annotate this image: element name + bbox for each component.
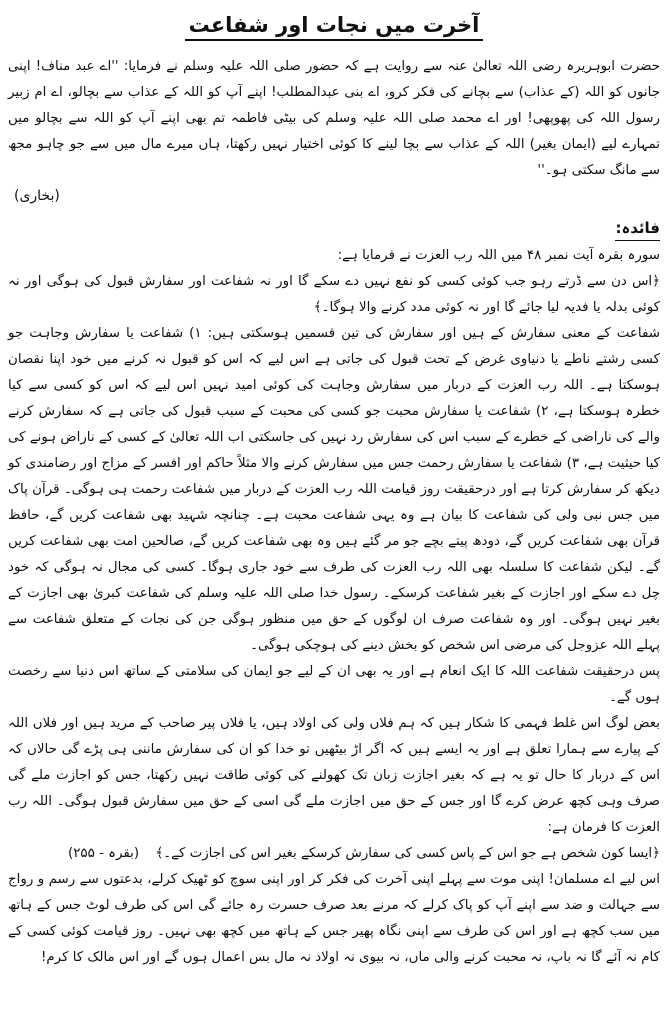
paragraph-shafaat-types: شفاعت کے معنی سفارش کے ہیں اور سفارش کی تین قسمیں ہوسکتی ہیں: ۱) شفاعت یا سفارش وجاہت جو کسی رشتے ناطے یا دنیاوی غرض کے تحت قبول کی جاتی ہے اس لیے کہ اس کو قبول نہ کرنے میں خود اپنا نقصان ہوسکتا ہے۔ اللہ رب العزت کے دربار میں سفارش وجاہت کی کوئی امید نہیں اس لیے کہ اس کو کسی سے کیا خطرہ ہوسکتا ہے، ۲) شفاعت یا سفارش محبت جو کسی کی محبت کے سبب قبول کی جاتی ہے کہ سفارش کرنے والے کی ناراضی کے خطرے کے سبب اس کی سفارش رد نہیں کی جاسکتی اب اللہ تعالیٰ کے کسی کے ناراض ہونے کی کیا حیثیت ہے، ۳) شفاعت یا سفارش رحمت جس میں سفارش کرنے والا مثلاً حاکم اور افسر کے مزاج اور رضامندی کو دیکھ کر سفارش کرتا ہے اور درحقیقت روز قیامت اللہ رب العزت کے دربار میں شفاعت رحمت ہی ہوگی۔ قرآن پاک میں جس نبی ولی کی شفاعت کا بیان ہے وہ یہی شفاعت محبت ہے۔ چنانچہ شہید بھی شفاعت کریں گے، حافظ قرآن بھی شفاعت کریں گے، دودھ پیتے بچے جو مر گئے ہیں وہ بھی شفاعت کریں گے، صالحین امت بھی شفاعت کریں گے۔ لیکن شفاعت کا سلسلہ بھی اللہ رب العزت کی طرف سے خود جاری ہوگا۔ کسی کی مجال نہ ہوگی کہ خود چل دے سکے اور اجازت کے بغیر شفاعت کرسکے۔ رسول خدا صلی اللہ علیہ وسلم کی شفاعت کبریٰ بھی اجازت کے بغیر نہیں ہوگی۔ اور وہ شفاعت صرف ان لوگوں کے حق میں منظور ہوگی جن کی نجات کے متعلق شفاعت سے پہلے اللہ عزوجل کی مرضی اس شخص کو بخش دینے کی ہوچکی ہوگی۔ xyxy=(8,326,660,653)
verse-2-line xyxy=(8,841,660,867)
verse-1: ﴿اس دن سے ڈرتے رہو جب کوئی کسی کو نفع نہیں دے سکے گا اور نہ شفاعت اور سفارش قبول کی ہوگی اور نہ کوئی بدلہ یا فدیہ لیا جائے گا اور نہ کوئی مدد کرنے والا ہوگا۔﴾ xyxy=(8,274,660,315)
fawaid-heading: فائدہ: xyxy=(615,216,660,241)
intro-line: سورہ بقرہ آیت نمبر ۴۸ میں اللہ رب العزت نے فرمایا ہے: xyxy=(337,248,660,263)
paragraph-conclusion: اس لیے اے مسلمان! اپنی موت سے پہلے اپنی آخرت کی فکر کر اور اپنی سوچ کو ٹھیک کرلے، بدعتوں سے رسم و رواج سے جہالت و ضد سے اپنے آپ کو پاک کرلے کہ مرنے بعد صرف حسرت رہ جائے گی اس کی طرف لوٹ جس کے ہاتھ میں سب کچھ ہے اور اس کی طرف سے اپنی نگاہ پھیر جس کے ہاتھ میں کچھ بھی نہیں۔ روز قیامت کوئی کسی کے کام نہ آئے گا نہ باپ، نہ محبت کرنے والی ماں، نہ بیوی نہ اولاد نہ مال بس اعمال ہوں گے اور اس مالک کا کرم! xyxy=(8,872,660,965)
verse-2: ﴿ایسا کون شخص ہے جو اس کے پاس کسی کی سفارش کرسکے بغیر اس کی اجازت کے۔﴾ xyxy=(155,846,660,861)
page-title: آخرت میں نجات اور شفاعت xyxy=(185,12,484,41)
verse-2-reference: (بقرہ - ۲۵۵) xyxy=(68,846,140,861)
title-container xyxy=(0,12,668,41)
hadith-source: (بخاری) xyxy=(14,188,60,204)
paragraph-inaam: پس درحقیقت شفاعت اللہ کا ایک انعام ہے اور یہ بھی ان کے لیے جو ایمان کی سلامتی کے ساتھ اس دنیا سے رخصت ہوں گے۔ xyxy=(8,664,660,705)
fawaid-intro xyxy=(8,243,660,321)
hadith-text: حضرت ابوہریرہ رضی اللہ تعالیٰ عنہ سے روایت ہے کہ حضور صلی اللہ علیہ وسلم نے فرمایا: ''اے عبد مناف! اپنی جانوں کو اللہ (کے عذاب) سے بچانے کی فکر کرو، اے بنی عبدالمطلب! اپنے آپ کو اللہ کے عذاب سے بچالو، اے ام زبیر رسول اللہ کی پھوپھی! اور اے محمد صلی اللہ علیہ وسلم کی بیٹی فاطمہ تم بھی اپنے آپ کو اللہ سے بچالو میں تمہارے لیے (ایمان بغیر) اللہ کے عذاب سے بچا لینے کا کوئی اختیار نہیں رکھتا، ہاں میرے مال میں سے جو چاہو مجھ سے مانگ سکتی ہو۔'' xyxy=(8,59,660,178)
paragraph-misconception: بعض لوگ اس غلط فہمی کا شکار ہیں کہ ہم فلاں ولی کی اولاد ہیں، یا فلاں پیر صاحب کے مرید ہیں اور فلاں اللہ کے پیارے سے ہمارا تعلق ہے اور یہ ایسے ہیں کہ اگر اڑ بیٹھیں تو خدا کو ان کی سفارش ماننی ہی پڑے گی حالاں کہ اس کے دربار کا حال تو یہ ہے کہ بغیر اجازت زبان تک کھولنے کی کوئی طاقت نہیں رکھتا، جس کو اجازت ملے گی صرف وہی کچھ عرض کرے گا اور جس کے حق میں اجازت ملے گی اسی کے حق میں سفارش قبول ہوگی۔ اللہ رب العزت کا فرمان ہے: xyxy=(8,716,660,835)
